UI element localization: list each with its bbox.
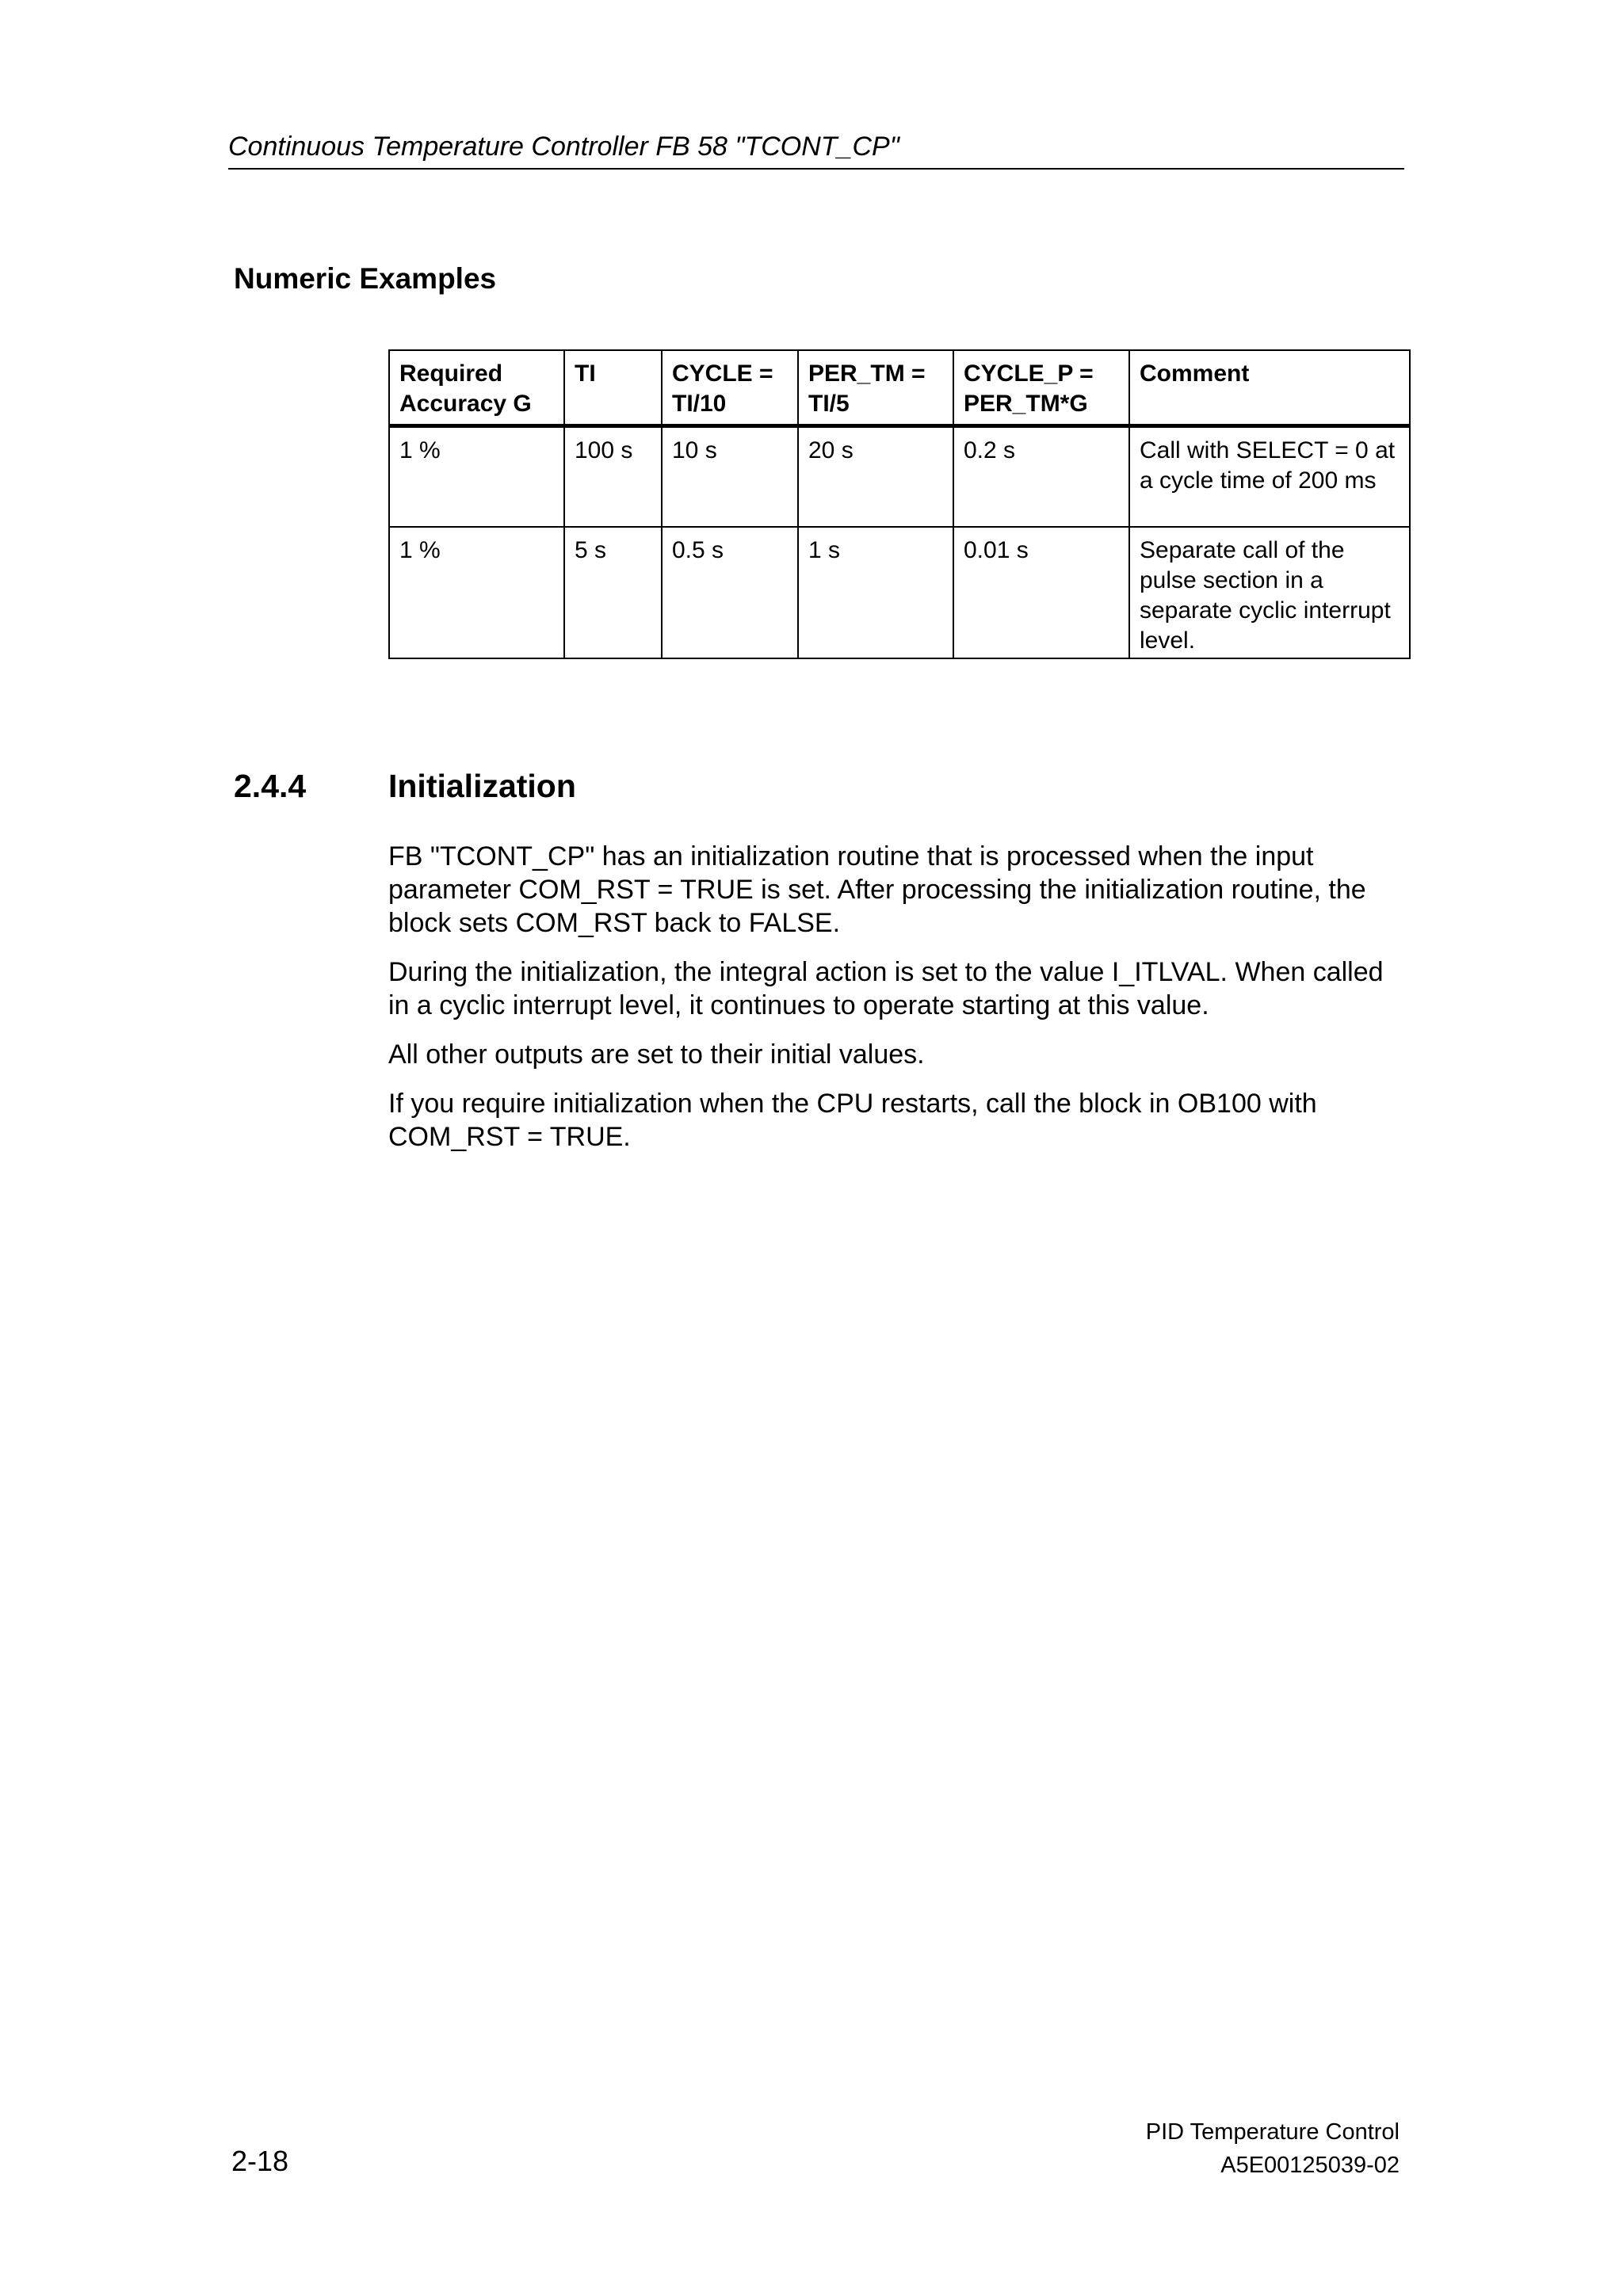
- table-cell-accuracy: 1 %: [389, 527, 564, 658]
- table-cell-cycle: 10 s: [662, 426, 798, 528]
- table-cell-accuracy: 1 %: [389, 426, 564, 528]
- table-cell-comment: Call with SELECT = 0 at a cycle time of 200 ms: [1129, 426, 1410, 528]
- column-header-label: PER_TM = TI/5: [808, 360, 926, 417]
- footer-doc-id: A5E00125039-02: [1220, 2153, 1400, 2178]
- table-cell-per-tm: 1 s: [798, 527, 953, 658]
- body-paragraph: FB "TCONT_CP" has an initialization routine that is processed when the input parameter COM_RST = TRUE is set. After processing the initialization routine, the block sets COM_RST back to FALSE.: [388, 841, 1366, 938]
- running-header: Continuous Temperature Controller FB 58 "TCONT_CP": [228, 132, 899, 162]
- section-body: [388, 840, 1411, 1169]
- column-header-cycle: [662, 350, 798, 426]
- column-header-label: Required Accuracy G: [399, 360, 532, 417]
- table-cell-cycle-p: 0.2 s: [953, 426, 1129, 528]
- column-header-per-tm: [798, 350, 953, 426]
- table-cell-cycle: 0.5 s: [662, 527, 798, 658]
- table-cell-ti: 5 s: [564, 527, 662, 658]
- table-cell-per-tm: 20 s: [798, 426, 953, 528]
- table-cell-ti: 100 s: [564, 426, 662, 528]
- section-title: Initialization: [388, 768, 576, 804]
- column-header-label: Comment: [1140, 360, 1250, 387]
- column-header-required-accuracy: [389, 350, 564, 426]
- page-number: 2-18: [231, 2145, 289, 2177]
- body-paragraph: During the initialization, the integral action is set to the value I_ITLVAL. When called in a cyclic interrupt level, it continues to operate starting at this value.: [388, 957, 1384, 1020]
- column-header-label: CYCLE = TI/10: [672, 360, 773, 417]
- table-header-row: [389, 350, 1410, 426]
- table-row: [389, 527, 1410, 658]
- table-row: [389, 426, 1410, 528]
- column-header-cycle-p: [953, 350, 1129, 426]
- section-number: 2.4.4: [234, 768, 307, 804]
- footer-doc-info: [1146, 2115, 1400, 2182]
- numeric-examples-table: [388, 349, 1411, 659]
- table-cell-comment: Separate call of the pulse section in a separate cyclic interrupt level.: [1129, 527, 1410, 658]
- column-header-ti: [564, 350, 662, 426]
- footer-manual-title: PID Temperature Control: [1145, 2119, 1400, 2145]
- body-paragraph: All other outputs are set to their initial values.: [388, 1039, 925, 1070]
- column-header-label: CYCLE_P = PER_TM*G: [964, 360, 1094, 417]
- header-rule: [228, 168, 1404, 170]
- column-header-label: TI: [575, 360, 596, 387]
- column-header-comment: [1129, 350, 1410, 426]
- table-cell-cycle-p: 0.01 s: [953, 527, 1129, 658]
- numeric-examples-heading: Numeric Examples: [234, 262, 497, 295]
- body-paragraph: If you require initialization when the CPU restarts, call the block in OB100 with COM_RST = TRUE.: [388, 1089, 1317, 1152]
